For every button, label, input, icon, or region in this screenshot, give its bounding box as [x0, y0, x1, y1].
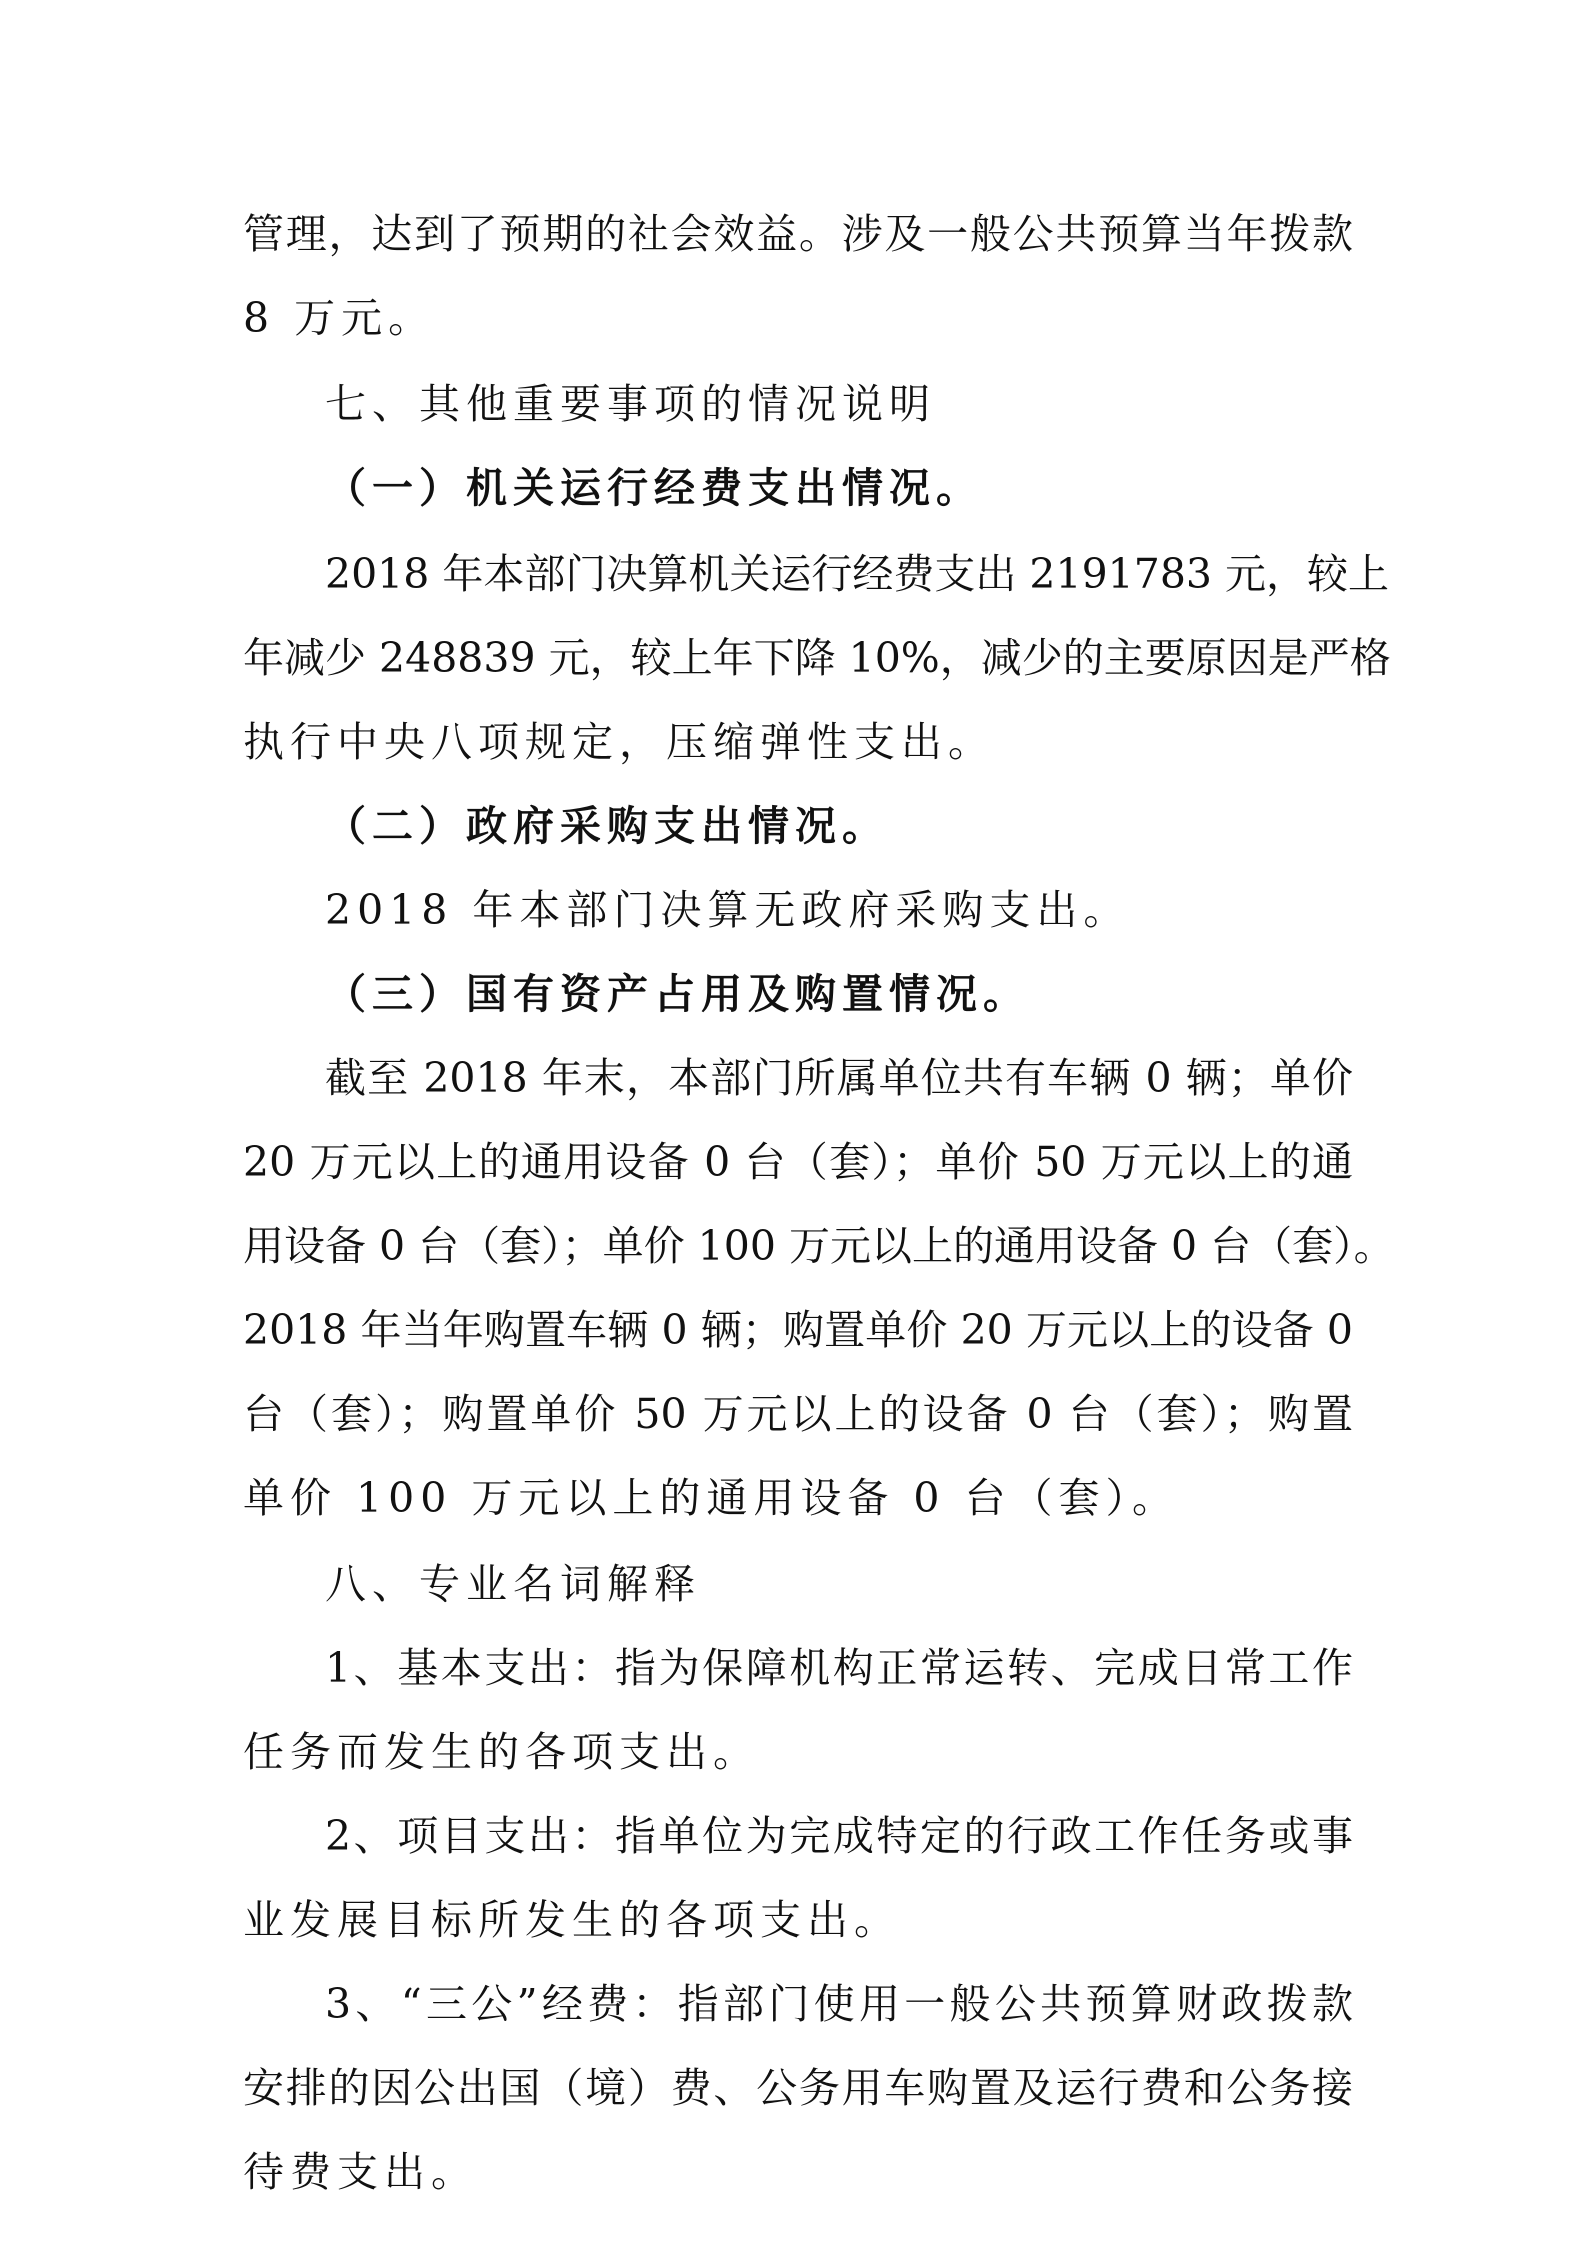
body-text-line: 2018 年本部门决算机关运行经费支出 2191783 元，较上	[325, 550, 1390, 598]
body-text-line: 截至 2018 年末，本部门所属单位共有车辆 0 辆；单价	[325, 1054, 1353, 1102]
body-text-line: 管理，达到了预期的社会效益。涉及一般公共预算当年拨款	[243, 210, 1353, 258]
body-text-line: 安排的因公出国（境）费、公务用车购置及运行费和公务接	[243, 2064, 1353, 2112]
body-text-line: 2018 年当年购置车辆 0 辆；购置单价 20 万元以上的设备 0	[243, 1306, 1353, 1354]
body-text-line: 20 万元以上的通用设备 0 台（套）；单价 50 万元以上的通	[243, 1138, 1353, 1186]
subsection-heading: （二）政府采购支出情况。	[325, 802, 889, 850]
body-text-line: 8 万元。	[243, 294, 436, 342]
section-heading: 八、专业名词解释	[325, 1560, 701, 1608]
body-text-line: 3、“三公”经费：指部门使用一般公共预算财政拨款	[325, 1980, 1353, 2028]
body-text-line: 台（套）；购置单价 50 万元以上的设备 0 台（套）；购置	[243, 1390, 1353, 1438]
body-text-line: 年减少 248839 元，较上年下降 10%，减少的主要原因是严格	[243, 634, 1391, 682]
body-text-line: 执行中央八项规定，压缩弹性支出。	[243, 718, 995, 766]
subsection-heading: （三）国有资产占用及购置情况。	[325, 970, 1030, 1018]
body-text-line: 2、项目支出：指单位为完成特定的行政工作任务或事	[325, 1812, 1353, 1860]
body-text-line: 任务而发生的各项支出。	[243, 1728, 760, 1776]
body-text-line: 业发展目标所发生的各项支出。	[243, 1896, 901, 1944]
subsection-heading: （一）机关运行经费支出情况。	[325, 464, 983, 512]
body-text-line: 待费支出。	[243, 2148, 478, 2196]
section-heading: 七、其他重要事项的情况说明	[325, 380, 936, 428]
body-text-line: 2018 年本部门决算无政府采购支出。	[325, 886, 1131, 934]
body-text-line: 单价 100 万元以上的通用设备 0 台（套）。	[243, 1474, 1179, 1522]
body-text-line: 1、基本支出：指为保障机构正常运转、完成日常工作	[325, 1644, 1353, 1692]
body-text-line: 用设备 0 台（套）；单价 100 万元以上的通用设备 0 台（套）。	[243, 1222, 1395, 1270]
